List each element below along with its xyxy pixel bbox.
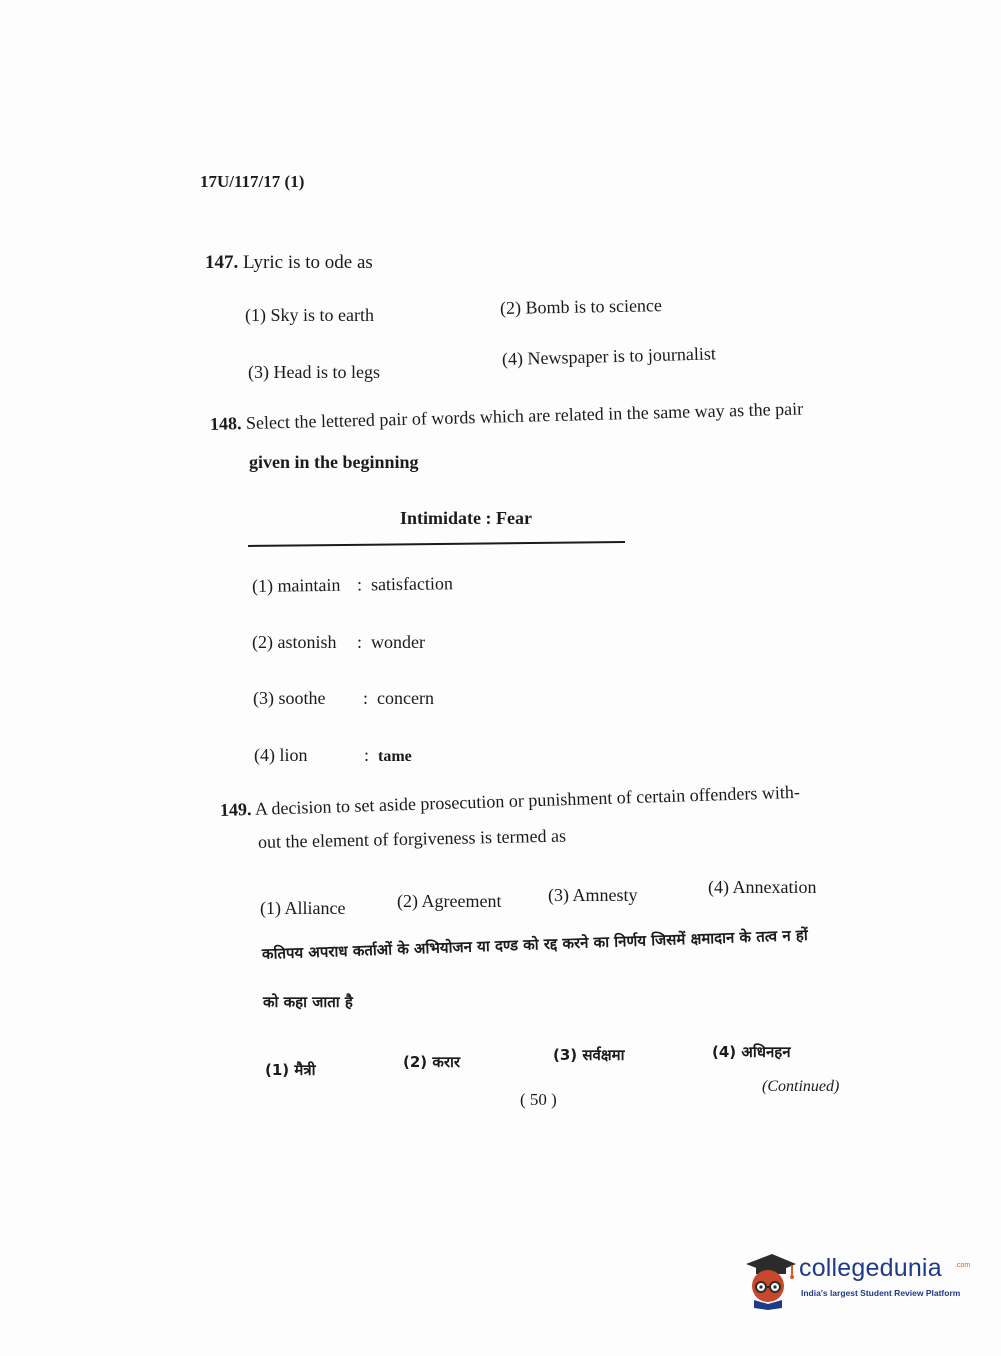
option-sep: : xyxy=(357,632,363,652)
option-sep: : xyxy=(356,574,363,595)
hindi-option-1: (1) मैत्री xyxy=(265,1061,316,1079)
option-sep: : xyxy=(363,688,369,708)
q148-option-1 xyxy=(252,573,453,597)
q147-option-3: (3) Head is to legs xyxy=(248,362,380,382)
brand-suffix: .com xyxy=(955,1262,971,1269)
option-right: wonder xyxy=(371,632,425,652)
divider-rule xyxy=(248,541,625,547)
hindi-option-2: (2) करार xyxy=(403,1053,461,1071)
option-left: (3) soothe xyxy=(253,688,326,708)
paper-code: 17U/117/17 (1) xyxy=(200,172,305,191)
mascot-icon xyxy=(742,1250,796,1310)
q149-option-4: (4) Annexation xyxy=(708,877,817,897)
question-148 xyxy=(210,398,804,435)
q148-option-2 xyxy=(252,632,425,653)
question-number: 149. xyxy=(219,799,252,820)
hindi-question-line1: कतिपय अपराध कर्ताओं के अभियोजन या दण्ड को रद्द करने का निर्णय जिसमें क्षमादान के तत्व न हों xyxy=(261,925,809,963)
continued-label: (Continued) xyxy=(762,1078,840,1095)
hindi-option-3: (3) सर्वक्षमा xyxy=(553,1046,625,1064)
q148-option-4 xyxy=(254,745,412,766)
question-text-line2: out the element of forgiveness is termed as xyxy=(257,825,567,852)
question-text-line1: Select the lettered pair of words which are related in the same way as the pair xyxy=(245,398,804,434)
option-right: concern xyxy=(377,688,434,708)
option-right: satisfaction xyxy=(370,573,454,595)
question-number: 147. xyxy=(205,252,239,273)
option-left: (1) maintain xyxy=(251,574,341,596)
collegedunia-logo[interactable] xyxy=(742,1250,982,1320)
q149-option-3: (3) Amnesty xyxy=(548,885,638,905)
question-text-line1: A decision to set aside prosecution or punishment of certain offenders with- xyxy=(254,781,801,819)
question-text-line2: given in the beginning xyxy=(249,452,419,472)
option-left: (4) lion xyxy=(254,745,308,765)
question-149 xyxy=(220,782,800,821)
question-147 xyxy=(205,252,373,274)
brand-name: collegedunia xyxy=(799,1254,942,1282)
question-number: 148. xyxy=(209,413,242,434)
option-sep: : xyxy=(364,745,370,765)
question-text: Lyric is to ode as xyxy=(243,252,373,273)
q149-option-1: (1) Alliance xyxy=(260,898,346,918)
hindi-option-4: (4) अधिनहन xyxy=(712,1043,791,1061)
hindi-question-line2: को कहा जाता है xyxy=(263,993,353,1011)
option-left: (2) astonish xyxy=(252,632,337,652)
q148-option-3 xyxy=(253,688,434,709)
brand-tagline: India's largest Student Review Platform xyxy=(801,1288,961,1298)
q147-option-2: (2) Bomb is to science xyxy=(499,295,663,318)
q147-option-1: (1) Sky is to earth xyxy=(245,305,374,325)
q149-option-2: (2) Agreement xyxy=(397,891,502,911)
given-pair: Intimidate : Fear xyxy=(400,508,532,528)
option-right: tame xyxy=(378,748,412,765)
page-number: ( 50 ) xyxy=(520,1090,557,1109)
q147-option-4: (4) Newspaper is to journalist xyxy=(501,343,717,369)
